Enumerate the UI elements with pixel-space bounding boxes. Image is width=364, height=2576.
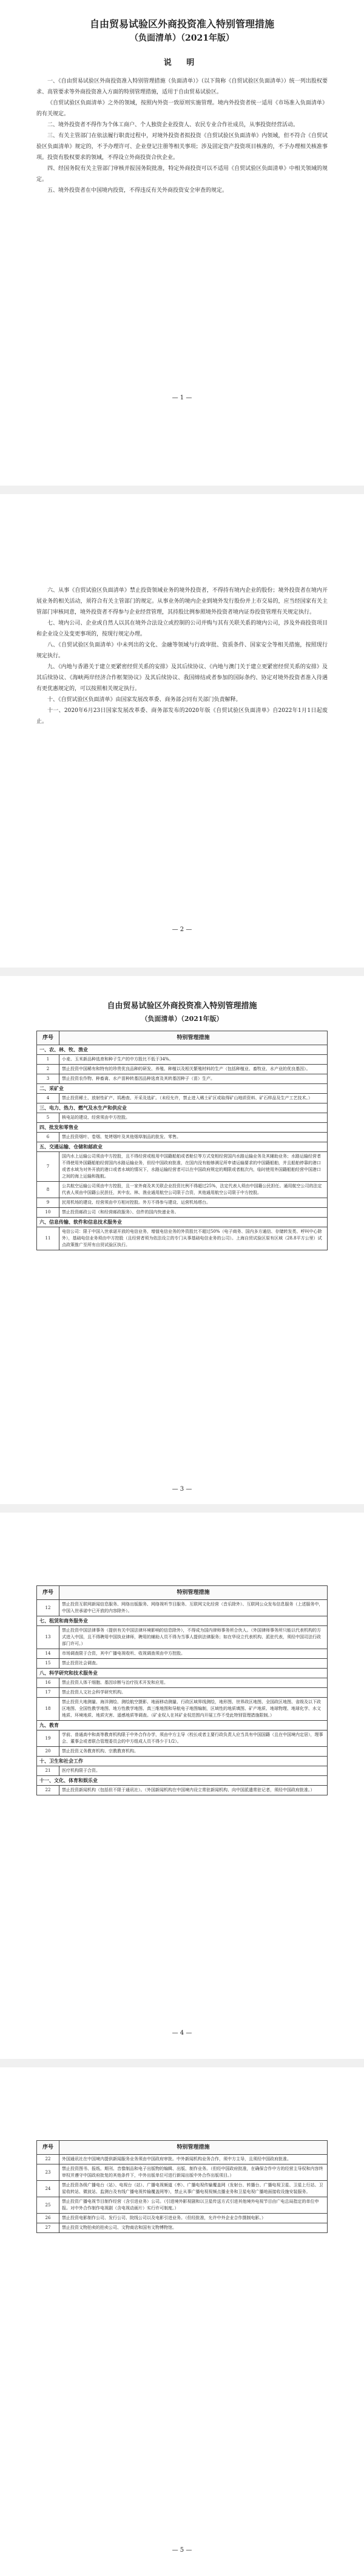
table-section-row [37, 1084, 328, 1094]
page-separator [0, 1504, 364, 1513]
row-number: 23 [37, 2164, 59, 2181]
page-number: — 3 — [172, 1486, 192, 1493]
row-number: 21 [37, 1766, 59, 1776]
page-1-paragraphs [36, 76, 328, 196]
page-number: — 2 — [172, 926, 192, 933]
section-heading: 三、电力、热力、燃气及水生产和供应业 [37, 1103, 328, 1113]
table-row [37, 2214, 328, 2223]
page-number: — 5 — [172, 2547, 192, 2554]
row-number: 2 [37, 1065, 59, 1074]
row-measure: 禁止投资烟叶、卷烟、复烤烟叶及其他烟草制品的批发、零售。 [59, 1133, 328, 1142]
section-heading: 五、交通运输、仓储和邮政业 [37, 1142, 328, 1152]
table-row [37, 1094, 328, 1103]
table-row [37, 1659, 328, 1669]
row-number: 15 [37, 1659, 59, 1669]
paragraph: 七、境内公司、企业或自然人以其在境外合法设立或控制的公司并购与其有关联关系的境内公司，涉及外商投资项目和企业设立及变更事项的，按现行规定办理。 [36, 620, 328, 637]
table-row [37, 2197, 328, 2214]
row-measure: 禁止投资中国稀有和特有的珍贵优良品种的研发、养殖、种植以及相关繁殖材料的生产（包括种植业、畜牧业、水产业的优良基因）。 [59, 1065, 328, 1074]
row-number: 13 [37, 1626, 59, 1649]
row-measure: 禁止投资各级广播电台（站）、电视台（站）、广播电视频道（率）、广播电视传输覆盖网（发射台、转播台、广播电视卫星、卫星上行站、卫星收转站、微波站、监测台及有线广播电视传输覆盖网等），禁止从事广播电视视频点播业务和卫星电视广播地面接收设施安装服务。 [59, 2181, 328, 2197]
row-number: 27 [37, 2223, 59, 2233]
section-heading: 十、卫生和社会工作 [37, 1757, 328, 1766]
row-number: 22 [37, 2155, 59, 2164]
section-heading: 一、农、林、牧、渔业 [37, 1045, 328, 1055]
page-number: — 4 — [172, 2030, 192, 2036]
table-row [37, 2181, 328, 2197]
table-row [37, 1152, 328, 1182]
table-section-row [37, 1045, 328, 1055]
paragraph: 九、《内地与香港关于建立更紧密经贸关系的安排》及其后续协议、《内地与澳门关于建立更紧密经贸关系的安排》及其后续协议、《海峡两岸经济合作框架协议》及其后续协议、我国缔结或者参加的国际条约、协定对境外投资者准入待遇有更优惠规定的，可以按照相关规定执行。 [36, 664, 328, 692]
row-measure: 市场调查限于合资，其中广播电视收听、收视调查须由中方控股。 [59, 1649, 328, 1659]
section-heading: 九、教育 [37, 1721, 328, 1730]
table-row [37, 1730, 328, 1747]
doc-subtitle: （负面清单）（2021年版） [130, 33, 234, 43]
measures-table [36, 1585, 328, 1795]
row-number: 14 [37, 1649, 59, 1659]
header-num: 序号 [37, 1031, 59, 1045]
table-row [37, 1626, 328, 1649]
row-measure: 外国通讯社在中国境内提供新闻服务业务须由中国政府审批。中外新闻机构业务合作，须中方主导，且须经中国政府批准。 [59, 2155, 328, 2164]
row-measure: 禁止投资广播电视节目制作经营（含引进业务）公司。（引进境外影视剧和以卫星传送方式引进其他境外电视节目由广电总局指定的单位申报。对中外合作制作电视剧（含电视动画片）实行许可制度。） [59, 2197, 328, 2214]
section-heading: 八、科学研究和技术服务业 [37, 1669, 328, 1678]
paragraph: 《自贸试验区负面清单》之外的领域，按照内外资一致原则实施管理。境内外投资者统一适用《市场准入负面清单》的有关规定。 [36, 100, 328, 117]
table-row [37, 1649, 328, 1659]
row-number: 26 [37, 2214, 59, 2223]
row-measure: 禁止投资农作物、种畜禽、水产苗种转基因品种选育及其转基因种子（苗）生产。 [59, 1074, 328, 1084]
row-number: 10 [37, 1208, 59, 1218]
row-measure: 禁止投资中国法律事务（提供有关中国法律环境影响的信息除外），不得成为国内律师事务所合伙人。（外国律师事务所只能以代表机构的方式进入中国，且不得聘用中国执业律师，聘用的辅助人员不得为当事人提供法律服务；如在华设立代表机构、派驻代表，须经中国司法行政部门许可。） [59, 1626, 328, 1649]
row-measure: 禁止投资电影制作公司、发行公司、院线公司以及电影引进业务。（但经批准，允许中外企业合作摄制电影。） [59, 2214, 328, 2223]
doc-title: 自由贸易试验区外商投资准入特别管理措施 [89, 18, 274, 30]
paragraph: 六、从事《自贸试验区负面清单》禁止投资领域业务的境外投资者，不得持有境内企业的股份；境外投资者在境内开展业务的相关活动，须符合有关主管部门的规定。从事业务的境内企业到境外发行股份并上市交易的，应当经国家有关主管部门审核同意，境外投资者不得参与企业经营管理，其持股比例参照境外投资者境内证券投资管理有关规定执行。 [36, 588, 328, 615]
table-row [37, 1113, 328, 1123]
header-measure: 特别管理措施 [59, 1586, 328, 1600]
row-number: 16 [37, 1678, 59, 1688]
table-row [37, 2223, 328, 2233]
row-measure: 禁止投资大地测量、海洋测绘、测绘航空摄影、地面移动测量、行政区域界线测绘，地形图、世界政区地图、全国政区地图、省级及以下政区地图、全国性教学地图、地方性教学地图、真三维地图和导航电子地图编制，区域性的地质填图、矿产地质、地球物理、地球化学、水文地质、环境地质、地质灾害、遥感地质等调查。（矿业权人在其矿业权范围内开展工作不受此特别管理措施限制。） [59, 1698, 328, 1721]
row-number: 19 [37, 1730, 59, 1747]
row-measure: 民用机场的建设、经营须由中方相对控股。外方不得参与建设、运营机场塔台。 [59, 1198, 328, 1208]
row-measure: 禁止投资稀土、放射性矿产、钨勘查、开采及选矿。（未经允许，禁止进入稀土矿区或取得矿山地质资料、矿石样品及生产工艺技术。） [59, 1094, 328, 1103]
section-heading: 十一、文化、体育和娱乐业 [37, 1776, 328, 1786]
row-measure: 医疗机构限于合资。 [59, 1766, 328, 1776]
table-row [37, 1227, 328, 1250]
section-heading: 六、信息传输、软件和信息技术服务业 [37, 1218, 328, 1227]
row-measure: 禁止投资互联网新闻信息服务、网络出版服务、网络视听节目服务、互联网文化经营（音乐除外）、互联网公众发布信息服务（上述服务中，中国入世承诺中已开放的内容除外）。 [59, 1600, 328, 1616]
table-section-row [37, 1776, 328, 1786]
table-row [37, 1133, 328, 1142]
paragraph: 五、境外投资者在中国境内投资，不得违反有关外商投资安全审查的规定。 [47, 188, 228, 194]
row-measure: 禁止投资义务教育机构、宗教教育机构。 [59, 1747, 328, 1757]
table-row [37, 1688, 328, 1698]
table-row [37, 1747, 328, 1757]
row-measure: 电信公司：限于中国入世承诺开放的电信业务，增值电信业务的外资股比不超过50%（电子商务、国内多方通信、存储转发类、呼叫中心除外），基础电信业务须由中方控股（且经营者须为依法设立的专门从事基础电信业务的公司）。上海自贸试验区原有区域（28.8平方公里）试点政策推广至所有自贸试验区执行。 [59, 1227, 328, 1250]
table-section-row [37, 1103, 328, 1113]
header-num: 序号 [37, 2141, 59, 2155]
row-number: 11 [37, 1227, 59, 1250]
table-row [37, 1678, 328, 1688]
measures-table [36, 2140, 328, 2233]
page-3 [0, 976, 364, 1504]
table-section-row [37, 1757, 328, 1766]
row-number: 3 [37, 1074, 59, 1084]
paragraph: 十、《自贸试验区负面清单》由国家发展改革委、商务部会同有关部门负责解释。 [47, 697, 241, 703]
table-row [37, 1198, 328, 1208]
table-section-row [37, 1142, 328, 1152]
row-measure: 公共航空运输公司须由中方控股，且一家外商及其关联企业投资比例不得超过25%，法定代表人须由中国籍公民担任。通用航空公司的法定代表人须由中国籍公民担任，其中农、林、渔业通用航空公司限于合资，其他通用航空公司限于中方控股。 [59, 1182, 328, 1198]
page-2-paragraphs [36, 585, 328, 727]
row-number: 22 [37, 1786, 59, 1795]
page-separator [0, 968, 364, 976]
table-row [37, 2164, 328, 2181]
row-number: 25 [37, 2197, 59, 2214]
table-section-row [37, 1669, 328, 1678]
row-number: 20 [37, 1747, 59, 1757]
page-separator [0, 486, 364, 494]
table-row [37, 2155, 328, 2164]
measures-table [36, 1031, 328, 1250]
section-heading: 四、批发和零售业 [37, 1123, 328, 1133]
table-section-row [37, 1123, 328, 1133]
page-5 [0, 2067, 364, 2576]
table-subtitle: （负面清单）（2021年版） [141, 1015, 223, 1023]
row-measure: 核电站的建设、经营须由中方控股。 [59, 1113, 328, 1123]
paragraph: 十一、2020年6月23日国家发展改革委、商务部发布的2020年版《自贸试验区负面清单》自2022年1月1日起废止。 [36, 708, 328, 725]
row-number: 17 [37, 1688, 59, 1698]
row-measure: 学前、普通高中和高等教育机构限于中外合作办学，须由中方主导（校长或者主要行政负责人应当具有中国国籍（且在中国境内定居），理事会、董事会或者联合管理委员会的中方组成人员不得少于1/2）。 [59, 1730, 328, 1747]
table-row [37, 1786, 328, 1795]
row-number: 7 [37, 1152, 59, 1182]
table-row [37, 1055, 328, 1065]
row-measure: 禁止投资邮政公司（和经营邮政服务）、信件的国内快递业务。 [59, 1208, 328, 1218]
table-title: 自由贸易试验区外商投资准入特别管理措施 [107, 1002, 257, 1011]
row-measure: 禁止投资图书、报纸、期刊、音像制品和电子出版物的编辑、出版、制作业务。（但经中国政府批准，在确保合作中方的经营主导权和内容终审权并遵守中国政府批复的其他条件下，中外出版单位可进行新闻出版中外合作出版项目。） [59, 2164, 328, 2181]
row-measure: 小麦、玉米新品种选育和种子生产的中方股比不低于34%。 [59, 1055, 328, 1065]
table-section-row [37, 1218, 328, 1227]
row-number: 24 [37, 2181, 59, 2197]
paragraph: 二、境外投资者不得作为个体工商户、个人独资企业投资人、农民专业合作社成员，从事投资经营活动。 [47, 122, 299, 128]
row-number: 12 [37, 1600, 59, 1616]
table-row [37, 1600, 328, 1616]
table-section-row [37, 1721, 328, 1730]
header-num: 序号 [37, 1586, 59, 1600]
paragraph: 三、有关主管部门在依法履行职责过程中，对境外投资者拟投资《自贸试验区负面清单》内领域，但不符合《自贸试验区负面清单》规定的，不予办理许可、企业登记注册等相关事项；涉及固定资产投资项目核准的，不予办理相关核准事项。投资有股权要求的领域，不得设立外商投资合伙企业。 [36, 133, 328, 161]
row-number: 1 [37, 1055, 59, 1065]
section-heading: 七、租赁和商务服务业 [37, 1616, 328, 1626]
row-number: 18 [37, 1698, 59, 1721]
row-measure: 国内水上运输公司须由中方控股，且不得经营或租用中国籍船舶或者舱位等方式变相经营国内水路运输业务及其辅助业务；水路运输经营者不得使用外国籍船舶经营国内水路运输业务，但经中国政府批准，在国内没有能够满足所申请运输要求的中国籍船舶，并且船舶停靠的港口或者水域为对外开放的港口或者水域的情况下，水路运输经营者可以在中国政府规定的期限或者航次内，临时使用外国籍船舶经营中国港口之间的海上运输和拖航。 [59, 1152, 328, 1182]
table-row [37, 1766, 328, 1776]
section-heading: 二、采矿业 [37, 1084, 328, 1094]
table-section-row [37, 1616, 328, 1626]
table-row [37, 1208, 328, 1218]
page-number: — 1 — [172, 395, 192, 401]
row-measure: 禁止投资人体干细胞、基因诊断与治疗技术开发和应用。 [59, 1678, 328, 1688]
table-row [37, 1074, 328, 1084]
section-heading-shuoming: 说 明 [163, 58, 201, 67]
row-measure: 禁止投资文物拍卖的拍卖公司、文物商店和国有文物博物馆。 [59, 2223, 328, 2233]
table-row [37, 1065, 328, 1074]
header-measure: 特别管理措施 [59, 2141, 328, 2155]
table-row [37, 1182, 328, 1198]
row-measure: 禁止投资新闻机构（包括但不限于通讯社）。（外国新闻机构在中国境内设立常驻新闻机构、向中国派遣常驻记者，须经中国政府批准。） [59, 1786, 328, 1795]
page-4 [0, 1513, 364, 2059]
row-number: 8 [37, 1182, 59, 1198]
header-measure: 特别管理措施 [59, 1031, 328, 1045]
row-measure: 禁止投资人文社会科学研究机构。 [59, 1688, 328, 1698]
page-separator [0, 2059, 364, 2067]
page-2 [0, 494, 364, 968]
page-1 [0, 0, 364, 486]
table-row [37, 1698, 328, 1721]
row-number: 4 [37, 1094, 59, 1103]
row-number: 5 [37, 1113, 59, 1123]
paragraph: 八、《自贸试验区负面清单》中未列出的文化、金融等领域与行政审批、资质条件、国家安全等相关措施，按照现行规定执行。 [36, 642, 328, 659]
row-number: 9 [37, 1198, 59, 1208]
row-measure: 禁止投资社会调查。 [59, 1659, 328, 1669]
paragraph: 四、经国务院有关主管部门审核并报国务院批准，特定外商投资可以不适用《自贸试验区负面清单》中相关领域的规定。 [36, 166, 328, 183]
row-number: 6 [37, 1133, 59, 1142]
paragraph: 一、《自由贸易试验区外商投资准入特别管理措施（负面清单）》（以下简称《自贸试验区负面清单》）统一列出股权要求、高管要求等外商投资准入方面的特别管理措施，适用于自由贸易试验区。 [36, 78, 328, 95]
